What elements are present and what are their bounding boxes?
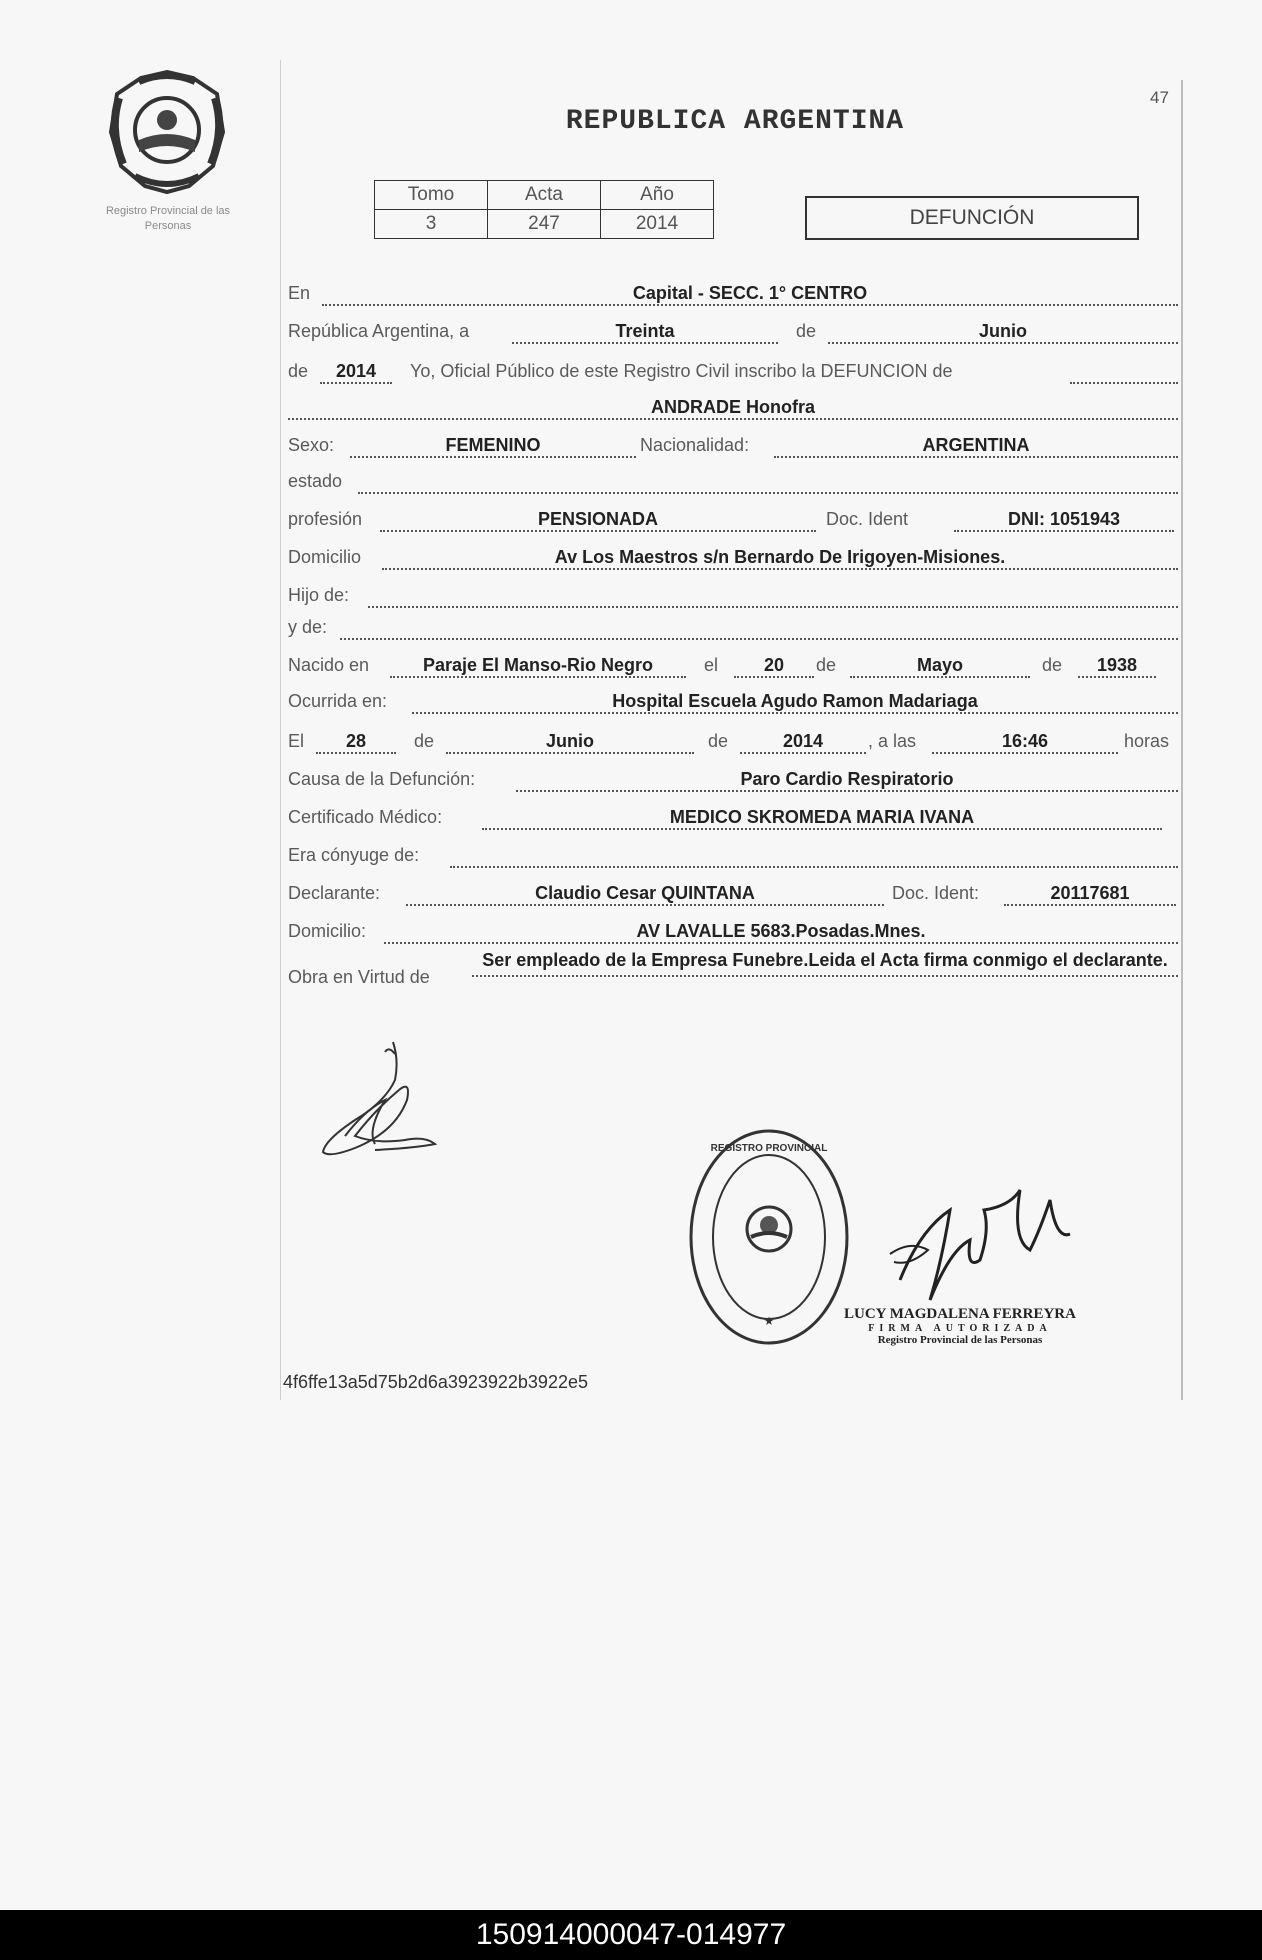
field-def-dia: 28 [316,728,396,754]
label-en: En [288,283,311,303]
label-estado: estado [288,471,343,491]
label-hijo-de: Hijo de: [288,585,350,605]
field-declarante-doc: 20117681 [1004,880,1176,906]
label-republica: República Argentina, a [288,321,470,341]
label-de-def-mes: de [414,731,435,751]
row-sexo-nacionalidad [288,432,1178,460]
label-de: de [796,321,817,341]
label-horas: horas [1124,731,1170,751]
field-def-hora: 16:46 [932,728,1118,754]
row-ocurrida [288,688,1178,716]
row-y-de [288,614,1178,642]
signer-role: FIRMA AUTORIZADA [868,1323,1052,1334]
row-domicilio-declarante [288,918,1178,946]
field-hijo-de [368,582,1178,608]
row-nombre [288,394,1178,422]
book-reference-table [374,180,714,239]
field-certificado: MEDICO SKROMEDA MARIA IVANA [482,804,1162,830]
tomo-value: 3 [375,210,488,239]
record-type-box: DEFUNCIÓN [805,196,1139,240]
label-conyuge: Era cónyuge de: [288,845,420,865]
field-anio: 2014 [320,358,392,384]
row-causa [288,766,1178,794]
field-obra: Ser empleado de la Empresa Funebre.Leida el Acta firma conmigo el declarante. [472,948,1178,977]
svg-text:★: ★ [763,1314,775,1328]
field-ocurrida-en: Hospital Escuela Agudo Ramon Madariaga [412,688,1178,714]
field-sexo: FEMENINO [350,432,636,458]
row-domicilio [288,544,1178,572]
label-de-nac-anio: de [1042,655,1063,675]
field-def-anio: 2014 [740,728,866,754]
field-domicilio: Av Los Maestros s/n Bernardo De Irigoyen-Misiones. [382,544,1178,570]
document-hash: 4f6ffe13a5d75b2d6a3923922b3922e5 [283,1372,588,1392]
label-yo-oficial: Yo, Oficial Público de este Registro Civil inscribo la DEFUNCION de [410,361,953,381]
anio-value: 2014 [601,210,714,239]
label-ocurrida-en: Ocurrida en: [288,691,388,711]
row-fecha-inscripcion [288,318,1178,346]
label-doc-ident-declarante: Doc. Ident: [892,883,980,903]
label-el-cap: El [288,731,305,751]
field-nacido-en: Paraje El Manso-Rio Negro [390,652,686,678]
label-y-de: y de: [288,617,328,637]
label-declarante: Declarante: [288,883,381,903]
signer-office: Registro Provincial de las Personas [877,1334,1043,1346]
svg-text:REGISTRO PROVINCIAL: REGISTRO PROVINCIAL [710,1143,828,1154]
label-de-nac-mes: de [816,655,837,675]
label-obra: Obra en Virtud de [288,967,430,987]
field-lugar: Capital - SECC. 1° CENTRO [322,280,1178,306]
label-profesion: profesión [288,509,363,529]
field-defuncion-de-blank [1070,358,1178,384]
label-nacionalidad: Nacionalidad: [640,435,750,455]
row-fecha-defuncion [288,728,1178,756]
row-certificado [288,804,1178,832]
label-certificado: Certificado Médico: [288,807,443,827]
row-profesion [288,506,1178,534]
field-mes: Junio [828,318,1178,344]
agency-caption: Registro Provincial de las Personas [105,205,231,232]
row-anio-declaracion [288,358,1178,386]
page-title: REPUBLICA ARGENTINA [565,106,905,137]
label-doc-ident: Doc. Ident [826,509,909,529]
right-margin-rule [1181,80,1183,1400]
field-causa: Paro Cardio Respiratorio [516,766,1178,792]
field-estado [358,468,1178,494]
barcode-number: 150914000047-014977 [0,1910,1262,1960]
signer-block [830,1306,1090,1346]
row-conyuge [288,842,1178,870]
page-number: 47 [1150,88,1169,107]
label-domicilio-declarante: Domicilio: [288,921,367,941]
field-documento: DNI: 1051943 [954,506,1174,532]
field-profesion: PENSIONADA [380,506,816,532]
label-el: el [704,655,719,675]
label-nacido-en: Nacido en [288,655,370,675]
field-y-de [340,614,1178,640]
anio-header: Año [601,181,714,210]
acta-value: 247 [488,210,601,239]
row-estado [288,468,1178,496]
field-nac-dia: 20 [734,652,814,678]
row-declarante [288,880,1178,908]
acta-header: Acta [488,181,601,210]
label-de-def-anio: de [708,731,729,751]
field-dia-letras: Treinta [512,318,778,344]
tomo-header: Tomo [375,181,488,210]
field-declarante-domicilio: AV LAVALLE 5683.Posadas.Mnes. [384,918,1178,944]
label-sexo: Sexo: [288,435,335,455]
label-a-las: , a las [868,731,917,751]
field-nombre: ANDRADE Honofra [288,394,1178,420]
field-conyuge [450,842,1178,868]
label-causa: Causa de la Defunción: [288,769,476,789]
field-nac-mes: Mayo [850,652,1030,678]
field-nacionalidad: ARGENTINA [774,432,1178,458]
signer-name: LUCY MAGDALENA FERREYRA [844,1306,1076,1322]
official-signature-icon [880,1170,1080,1320]
declarant-signature-icon [315,1040,450,1165]
left-margin-rule [280,60,281,1400]
row-nacimiento [288,652,1178,680]
official-seal-icon [687,1125,852,1355]
row-lugar [288,280,1178,308]
label-domicilio: Domicilio [288,547,362,567]
field-def-mes: Junio [446,728,694,754]
field-declarante: Claudio Cesar QUINTANA [406,880,884,906]
row-hijo-de [288,582,1178,610]
field-nac-anio: 1938 [1078,652,1156,678]
label-de-anio: de [288,361,309,381]
